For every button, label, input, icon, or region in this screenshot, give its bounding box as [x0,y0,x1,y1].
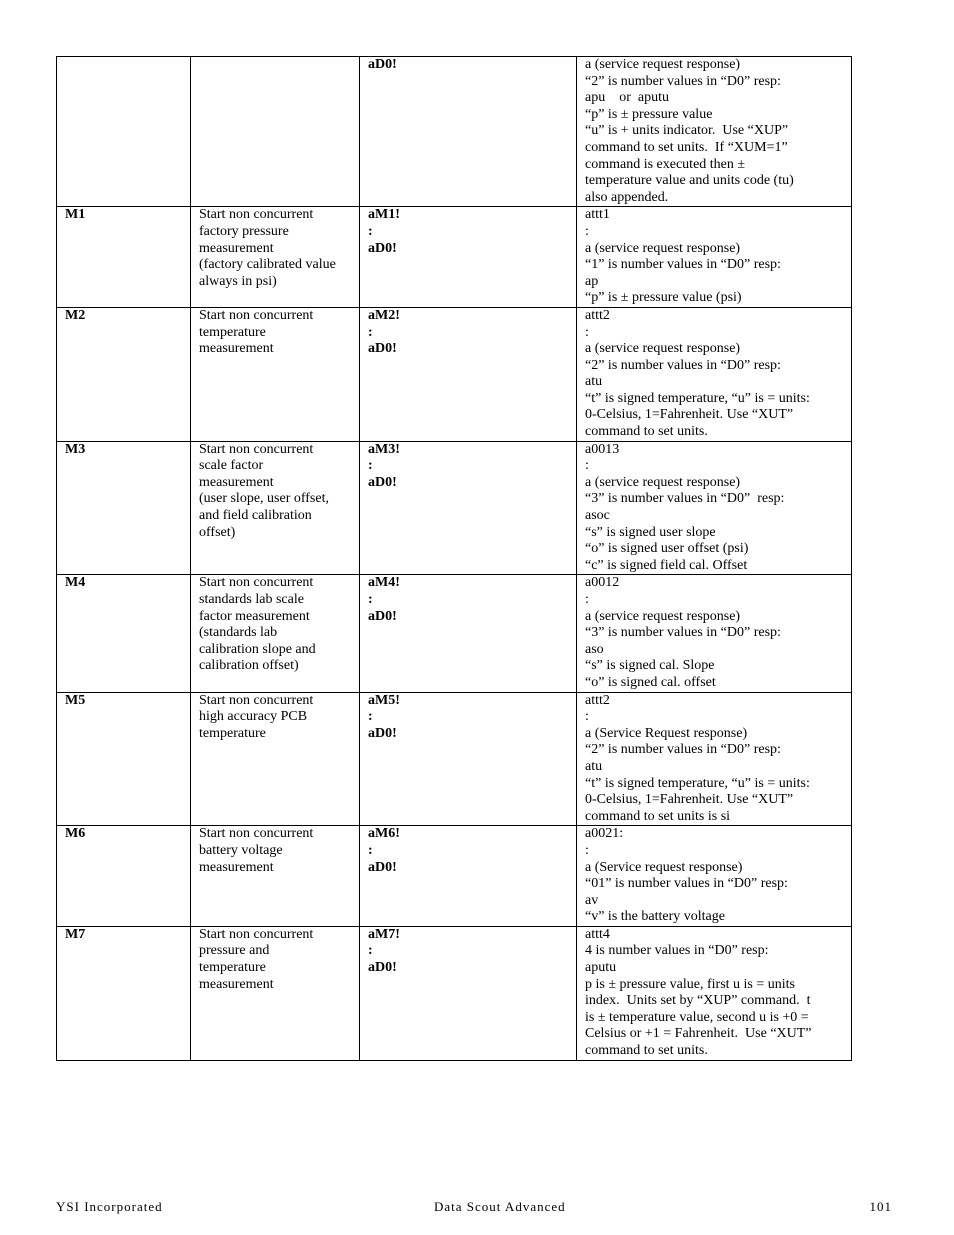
description-line: battery voltage [199,842,283,858]
description-line: Start non concurrent [199,575,314,591]
description-line: measurement [199,341,274,357]
description-line: measurement [199,474,274,490]
command-code: M7 [65,926,86,942]
response-line: a (service request response) [585,240,741,256]
response-line: 4 is number values in “D0” resp: [585,943,769,959]
response-line: attt2 [585,307,610,323]
description-line: (standards lab [199,625,278,641]
response-line: a (service request response) [585,608,741,624]
response-line: a0013 [585,441,620,457]
description-cell [191,575,360,692]
response-line: “o” is signed user offset (psi) [585,541,749,557]
description-line: measurement [199,240,274,256]
response-line: “v” is the battery voltage [585,909,725,925]
response-line: index. Units set by “XUP” command. t [585,993,811,1009]
response-line: “2” is number values in “D0” resp: [585,73,781,89]
response-line: 0-Celsius, 1=Fahrenheit. Use “XUT” [585,792,794,808]
response-line: av [585,892,599,908]
sdi-cell [360,926,577,1060]
sdi-cell [360,692,577,826]
response-line: a (Service Request response) [585,725,748,741]
response-line: “01” is number values in “D0” resp: [585,876,788,892]
description-cell [191,441,360,575]
response-line: is ± temperature value, second u is +0 = [585,1009,809,1025]
sdi-line: : [368,842,373,858]
description-line: factor measurement [199,608,310,624]
response-cell [577,575,852,692]
response-line: Celsius or +1 = Fahrenheit. Use “XUT” [585,1026,812,1042]
response-line: asoc [585,508,610,524]
description-line: offset) [199,524,236,540]
description-line: Start non concurrent [199,207,314,223]
response-line: : [585,842,589,858]
response-line: “3” is number values in “D0” resp: [585,625,781,641]
response-line: 0-Celsius, 1=Fahrenheit. Use “XUT” [585,407,794,423]
table-row [57,207,852,308]
description-line: factory pressure [199,223,289,239]
sdi-cell [360,575,577,692]
sdi-line: aD0! [368,859,397,875]
response-line: “s” is signed user slope [585,524,716,540]
description-cell [191,207,360,308]
command-code: M4 [65,575,86,591]
description-line: measurement [199,976,274,992]
command-cell [57,926,191,1060]
description-cell [191,826,360,927]
response-line: : [585,324,589,340]
response-cell [577,692,852,826]
response-line: “p” is ± pressure value [585,106,713,122]
table-row [57,575,852,692]
description-line: temperature [199,960,266,976]
response-line: command to set units. If “XUM=1” [585,139,788,155]
response-cell [577,307,852,441]
sdi-line: : [368,943,373,959]
description-line: Start non concurrent [199,692,314,708]
table-row [57,692,852,826]
response-line: temperature value and units code (tu) [585,173,794,189]
description-line: high accuracy PCB [199,709,308,725]
response-line: p is ± pressure value, first u is = units [585,976,795,992]
sdi-line: aM4! [368,575,400,591]
response-line: a0021: [585,826,624,842]
page-number: 101 [869,1199,892,1214]
response-line: “2” is number values in “D0” resp: [585,357,781,373]
response-line: “p” is ± pressure value (psi) [585,290,742,306]
table-row [57,926,852,1060]
response-line: “t” is signed temperature, “u” is = units: [585,775,810,791]
sdi-cell [360,826,577,927]
response-cell [577,207,852,308]
sdi-line: aD0! [368,57,397,72]
sdi-line: aD0! [368,960,397,976]
sdi-line: aD0! [368,608,397,624]
sdi-line: aD0! [368,240,397,256]
sdi-line: aD0! [368,725,397,741]
response-line: aputu [585,960,617,976]
sdi-line: : [368,592,373,607]
description-line: Start non concurrent [199,826,314,842]
sdi-line: aM1! [368,207,400,223]
description-cell [191,926,360,1060]
response-line: ap [585,273,599,289]
command-cell [57,826,191,927]
command-cell [57,207,191,308]
description-line: Start non concurrent [199,307,314,323]
description-line: always in psi) [199,273,277,289]
response-line: “u” is + units indicator. Use “XUP” [585,123,789,139]
command-table-body [57,57,852,1061]
sdi-line: aM3! [368,441,400,457]
table-row [57,307,852,441]
response-line: attt2 [585,692,610,708]
table-row [57,826,852,927]
response-line: aso [585,641,604,657]
sdi-line: aM5! [368,692,400,708]
footer-company: YSI Incorporated [56,1199,163,1214]
response-line: atu [585,374,603,390]
response-cell [577,926,852,1060]
command-code: M1 [65,207,86,223]
sdi-line: : [368,324,373,340]
description-line: measurement [199,859,274,875]
response-line: : [585,709,589,725]
response-line: “c” is signed field cal. Offset [585,557,748,573]
response-line: command to set units is si [585,808,731,824]
response-line: : [585,223,589,239]
response-line: a (service request response) [585,341,741,357]
response-line: “t” is signed temperature, “u” is = units: [585,390,810,406]
description-line: pressure and [199,943,270,959]
command-code: M2 [65,307,86,323]
sdi-line: : [368,223,373,239]
response-line: attt1 [585,207,610,223]
description-line: (user slope, user offset, [199,491,329,507]
response-line: attt4 [585,926,610,942]
response-line: a0012 [585,575,620,591]
response-line: command to set units. [585,1043,708,1059]
sdi-cell [360,307,577,441]
response-line: atu [585,758,603,774]
description-cell [191,57,360,207]
response-line: “2” is number values in “D0” resp: [585,742,781,758]
command-code: M5 [65,692,86,708]
description-cell [191,307,360,441]
command-cell [57,692,191,826]
response-line: a (Service request response) [585,859,743,875]
description-line: standards lab scale [199,592,304,607]
description-line: temperature [199,725,266,741]
sdi-line: : [368,458,373,474]
response-line: command is executed then ± [585,156,746,172]
command-cell [57,441,191,575]
description-line: and field calibration [199,508,312,524]
command-cell [57,575,191,692]
command-table [56,56,852,1061]
sdi-line: aM6! [368,826,400,842]
description-line: Start non concurrent [199,926,314,942]
description-line: Start non concurrent [199,441,314,457]
sdi-line: : [368,709,373,725]
footer-document-title: Data Scout Advanced [434,1199,566,1214]
description-line: calibration offset) [199,658,299,674]
response-line: “o” is signed cal. offset [585,674,716,690]
description-cell [191,692,360,826]
response-line: a (service request response) [585,474,741,490]
response-cell [577,826,852,927]
response-line: also appended. [585,189,669,205]
response-cell [577,57,852,207]
description-line: temperature [199,324,266,340]
sdi-cell [360,57,577,207]
response-line: “3” is number values in “D0” resp: [585,491,785,507]
sdi-cell [360,441,577,575]
sdi-line: aD0! [368,341,397,357]
response-line: command to set units. [585,424,708,440]
response-cell [577,441,852,575]
description-line: calibration slope and [199,641,316,657]
response-line: “s” is signed cal. Slope [585,658,715,674]
command-code: M6 [65,826,86,842]
sdi-line: aM7! [368,926,400,942]
response-line: apu or aputu [585,90,669,106]
response-line: “1” is number values in “D0” resp: [585,257,781,273]
response-line: : [585,592,589,607]
description-line: (factory calibrated value [199,257,336,273]
command-cell [57,57,191,207]
response-line: a (service request response) [585,57,741,72]
sdi-line: aD0! [368,474,397,490]
sdi-line: aM2! [368,307,400,323]
response-line: : [585,458,589,474]
sdi-cell [360,207,577,308]
command-code: M3 [65,441,86,457]
description-line: scale factor [199,458,264,474]
table-row [57,57,852,207]
command-cell [57,307,191,441]
table-row [57,441,852,575]
